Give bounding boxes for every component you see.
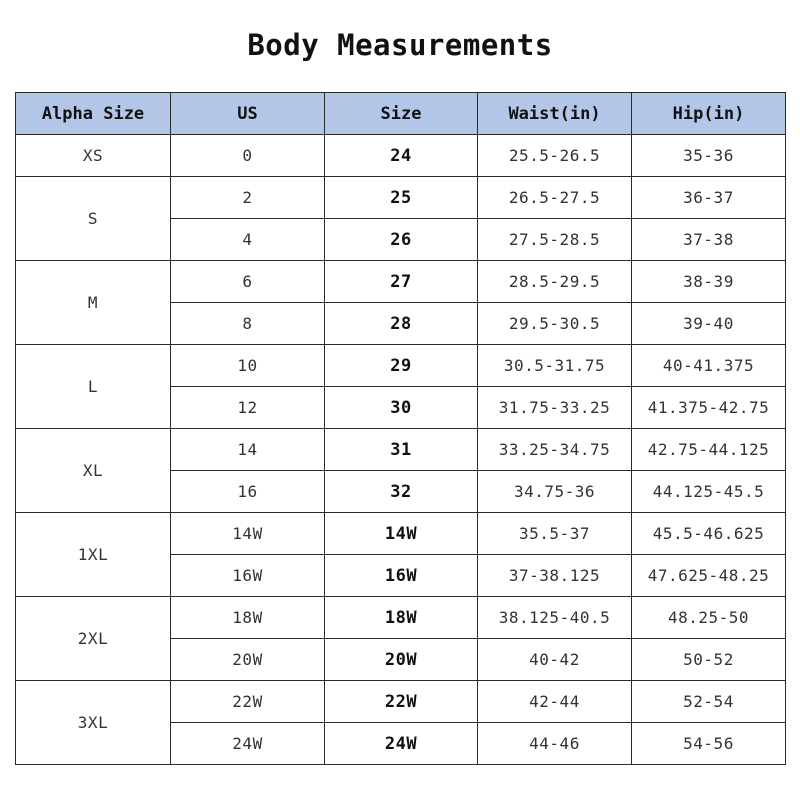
alpha-size-cell: 2XL bbox=[16, 597, 171, 681]
waist-cell: 28.5-29.5 bbox=[478, 261, 632, 303]
hip-cell: 37-38 bbox=[632, 219, 786, 261]
header-us: US bbox=[171, 93, 325, 135]
waist-cell: 34.75-36 bbox=[478, 471, 632, 513]
us-size-cell: 0 bbox=[171, 135, 325, 177]
us-size-cell: 6 bbox=[171, 261, 325, 303]
waist-cell: 33.25-34.75 bbox=[478, 429, 632, 471]
us-size-cell: 10 bbox=[171, 345, 325, 387]
waist-cell: 29.5-30.5 bbox=[478, 303, 632, 345]
size-cell: 25 bbox=[325, 177, 478, 219]
hip-cell: 35-36 bbox=[632, 135, 786, 177]
size-cell: 26 bbox=[325, 219, 478, 261]
us-size-cell: 16W bbox=[171, 555, 325, 597]
waist-cell: 42-44 bbox=[478, 681, 632, 723]
header-size: Size bbox=[325, 93, 478, 135]
size-cell: 14W bbox=[325, 513, 478, 555]
us-size-cell: 14 bbox=[171, 429, 325, 471]
alpha-size-cell: M bbox=[16, 261, 171, 345]
alpha-size-cell: 1XL bbox=[16, 513, 171, 597]
hip-cell: 48.25-50 bbox=[632, 597, 786, 639]
us-size-cell: 16 bbox=[171, 471, 325, 513]
waist-cell: 40-42 bbox=[478, 639, 632, 681]
hip-cell: 40-41.375 bbox=[632, 345, 786, 387]
table-body bbox=[16, 135, 786, 765]
alpha-size-cell: L bbox=[16, 345, 171, 429]
table-row bbox=[16, 681, 786, 723]
us-size-cell: 2 bbox=[171, 177, 325, 219]
alpha-size-cell: XS bbox=[16, 135, 171, 177]
us-size-cell: 18W bbox=[171, 597, 325, 639]
hip-cell: 36-37 bbox=[632, 177, 786, 219]
size-cell: 28 bbox=[325, 303, 478, 345]
waist-cell: 38.125-40.5 bbox=[478, 597, 632, 639]
us-size-cell: 20W bbox=[171, 639, 325, 681]
hip-cell: 47.625-48.25 bbox=[632, 555, 786, 597]
size-cell: 27 bbox=[325, 261, 478, 303]
table-row bbox=[16, 177, 786, 219]
hip-cell: 44.125-45.5 bbox=[632, 471, 786, 513]
table-row bbox=[16, 429, 786, 471]
size-cell: 22W bbox=[325, 681, 478, 723]
size-cell: 24 bbox=[325, 135, 478, 177]
size-cell: 24W bbox=[325, 723, 478, 765]
hip-cell: 52-54 bbox=[632, 681, 786, 723]
size-cell: 18W bbox=[325, 597, 478, 639]
table-header-row bbox=[16, 93, 786, 135]
size-cell: 16W bbox=[325, 555, 478, 597]
table-row bbox=[16, 135, 786, 177]
size-cell: 29 bbox=[325, 345, 478, 387]
waist-cell: 30.5-31.75 bbox=[478, 345, 632, 387]
size-cell: 30 bbox=[325, 387, 478, 429]
us-size-cell: 12 bbox=[171, 387, 325, 429]
hip-cell: 41.375-42.75 bbox=[632, 387, 786, 429]
waist-cell: 27.5-28.5 bbox=[478, 219, 632, 261]
hip-cell: 42.75-44.125 bbox=[632, 429, 786, 471]
hip-cell: 45.5-46.625 bbox=[632, 513, 786, 555]
hip-cell: 39-40 bbox=[632, 303, 786, 345]
waist-cell: 25.5-26.5 bbox=[478, 135, 632, 177]
size-cell: 20W bbox=[325, 639, 478, 681]
waist-cell: 44-46 bbox=[478, 723, 632, 765]
hip-cell: 54-56 bbox=[632, 723, 786, 765]
table-row bbox=[16, 345, 786, 387]
alpha-size-cell: S bbox=[16, 177, 171, 261]
page-title: Body Measurements bbox=[247, 28, 553, 62]
size-cell: 31 bbox=[325, 429, 478, 471]
size-chart-table bbox=[15, 92, 786, 765]
table-row bbox=[16, 513, 786, 555]
header-hip: Hip(in) bbox=[632, 93, 786, 135]
us-size-cell: 4 bbox=[171, 219, 325, 261]
us-size-cell: 24W bbox=[171, 723, 325, 765]
table-row bbox=[16, 261, 786, 303]
size-cell: 32 bbox=[325, 471, 478, 513]
us-size-cell: 8 bbox=[171, 303, 325, 345]
header-waist: Waist(in) bbox=[478, 93, 632, 135]
waist-cell: 26.5-27.5 bbox=[478, 177, 632, 219]
waist-cell: 37-38.125 bbox=[478, 555, 632, 597]
header-alpha-size: Alpha Size bbox=[16, 93, 171, 135]
us-size-cell: 14W bbox=[171, 513, 325, 555]
alpha-size-cell: XL bbox=[16, 429, 171, 513]
waist-cell: 31.75-33.25 bbox=[478, 387, 632, 429]
waist-cell: 35.5-37 bbox=[478, 513, 632, 555]
us-size-cell: 22W bbox=[171, 681, 325, 723]
hip-cell: 50-52 bbox=[632, 639, 786, 681]
alpha-size-cell: 3XL bbox=[16, 681, 171, 765]
table-row bbox=[16, 597, 786, 639]
hip-cell: 38-39 bbox=[632, 261, 786, 303]
